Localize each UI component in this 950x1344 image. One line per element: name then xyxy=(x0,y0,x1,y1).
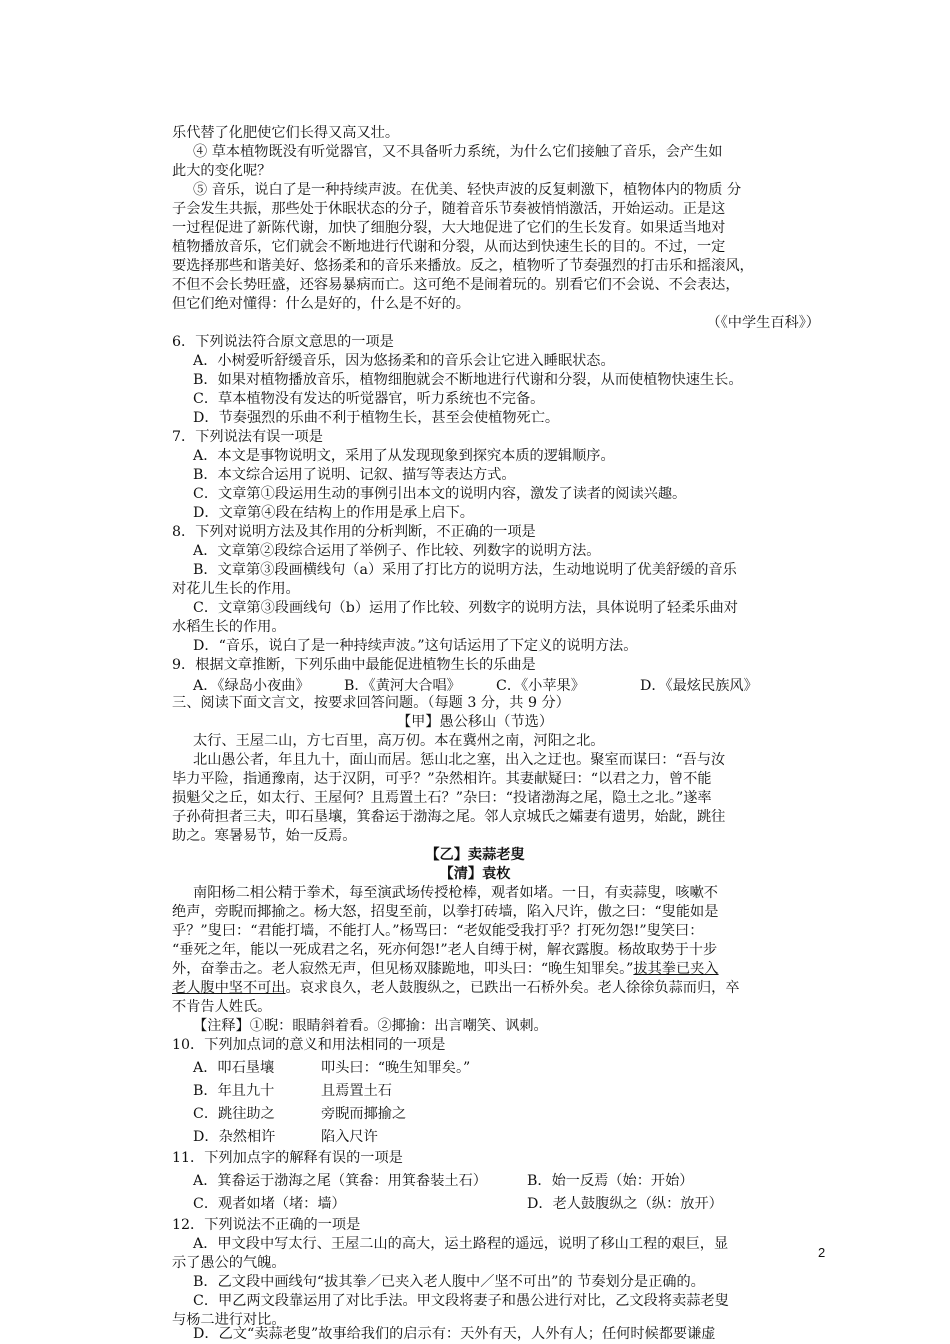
passage-yi-line xyxy=(172,979,812,997)
passage-source: （《中学生百科》） xyxy=(706,315,820,331)
question-9-option-c: C．《小苹果》 xyxy=(496,678,585,694)
passage-yi-line: 乎？”叟曰：“君能打墙，不能打人。”杨骂曰：“老奴能受我打乎？打死勿怨!”叟笑曰： xyxy=(172,923,704,939)
passage-yi-author xyxy=(0,865,950,883)
question-12-option-b: B．乙文段中画线句“拔其拳／已夹入老人腹中／坚不可出”的 节奏划分是正确的。 xyxy=(193,1274,705,1290)
passage-jia-line: 助之。寒暑易节，始一反焉。 xyxy=(172,828,357,844)
passage-jia-paragraph-2: 北山愚公者，年且九十，面山而居。惩山北之塞，出入之迂也。聚室而谋曰：“吾与汝 xyxy=(193,752,726,768)
passage-yi-title xyxy=(0,846,950,864)
passage-yi-text: 外，奋拳击之。老人寂然无声，但见杨双膝跪地，叩头曰：“晚生知罪矣。” xyxy=(172,961,634,977)
question-12-stem: 12．下列说法不正确的一项是 xyxy=(172,1217,361,1233)
passage-yi-title-text: 【乙】卖蒜老叟 xyxy=(425,847,525,863)
question-10-option-a: A．叩石垦壤 xyxy=(193,1060,275,1076)
question-10-option-d: D．杂然相许 xyxy=(193,1129,276,1145)
question-11-option-d: D．老人鼓腹纵之（纵：放开） xyxy=(527,1196,723,1212)
question-9-option-b: B．《黄河大合唱》 xyxy=(344,678,461,694)
question-12-option-c-cont: 与杨二进行对比。 xyxy=(172,1312,286,1328)
passage-yi-line: 绝声，旁睨而揶揄之。杨大怒，招叟至前，以拳打砖墙，陷入尺许，傲之曰：“叟能如是 xyxy=(172,904,719,920)
question-9-option-a: A．《绿岛小夜曲》 xyxy=(193,678,310,694)
question-7-stem: 7．下列说法有误一项是 xyxy=(172,429,323,445)
question-8-option-b-cont: 对花儿生长的作用。 xyxy=(172,581,300,597)
question-6-option-a: A．小树爱听舒缓音乐，因为悠扬柔和的音乐会让它进入睡眠状态。 xyxy=(193,353,615,369)
question-8-option-c-cont: 水稻生长的作用。 xyxy=(172,619,286,635)
question-7-option-a: A．本文是事物说明文，采用了从发现现象到探究本质的逻辑顺序。 xyxy=(193,448,615,464)
question-10-stem: 10．下列加点词的意义和用法相同的一项是 xyxy=(172,1037,446,1053)
question-10-option-a-pair: 叩头曰：“晚生知罪矣。” xyxy=(321,1060,471,1076)
question-8-option-d: D．“音乐，说白了是一种持续声波。”这句话运用了下定义的说明方法。 xyxy=(193,638,638,654)
passage-line: 一过程促进了新陈代谢，加快了细胞分裂，大大地促进了它们的生长发育。如果适当地对 xyxy=(172,220,726,236)
question-8-option-b: B．文章第③段画横线句（a）采用了打比方的说明方法，生动地说明了优美舒缓的音乐 xyxy=(193,562,737,578)
question-8-option-a: A．文章第②段综合运用了举例子、作比较、列数字的说明方法。 xyxy=(193,543,601,559)
passage-yi-notes: 【注释】①睨：眼睛斜着看。②揶揄：出言嘲笑、讽刺。 xyxy=(193,1018,548,1034)
question-10-option-b-pair: 且焉置土石 xyxy=(321,1083,392,1099)
question-11-option-a: A．箕畚运于渤海之尾（箕畚：用箕畚装土石） xyxy=(193,1173,487,1189)
question-12-option-a: A．甲文段中写太行、王屋二山的高大，运土路程的遥远，说明了移山工程的艰巨，显 xyxy=(193,1236,729,1252)
question-6-stem: 6．下列说法符合原文意思的一项是 xyxy=(172,334,394,350)
question-6-option-c: C．草本植物没有发达的听觉器官，听力系统也不完备。 xyxy=(193,391,545,407)
question-11-option-b: B．始一反焉（始：开始） xyxy=(527,1173,694,1189)
page-number: 2 xyxy=(818,1245,826,1260)
passage-jia-paragraph-1: 太行、王屋二山，方七百里，高万仞。本在冀州之南，河阳之北。 xyxy=(193,733,605,749)
passage-yi-author-text: 【清】袁枚 xyxy=(439,866,511,882)
question-8-stem: 8．下列对说明方法及其作用的分析判断，不正确的一项是 xyxy=(172,524,536,540)
passage-paragraph-5: ⑤ 音乐，说白了是一种持续声波。在优美、轻快声波的反复刺激下，植物体内的物质 分 xyxy=(193,182,742,198)
passage-line: 植物播放音乐，它们就会不断地进行代谢和分裂，从而达到快速生长的目的。不过，一定 xyxy=(172,239,726,255)
passage-line: 不但不会长势旺盛，还容易暴病而亡。这可绝不是闹着玩的。别看它们不会说、不会表达， xyxy=(172,277,740,293)
passage-jia-title: 【甲】愚公移山（节选） xyxy=(396,714,554,730)
question-11-stem: 11．下列加点字的解释有误的一项是 xyxy=(172,1150,403,1166)
passage-paragraph-4: ④ 草本植物既没有听觉器官，又不具备听力系统，为什么它们接触了音乐，会产生如 xyxy=(193,144,723,160)
passage-line: 子会发生共振，那些处于休眠状态的分子，随着音乐节奏被悄悄激活，开始运动。正是这 xyxy=(172,201,726,217)
question-10-option-c-pair: 旁睨而揶揄之 xyxy=(321,1106,407,1122)
question-6-option-d: D．节奏强烈的乐曲不利于植物生长，甚至会使植物死亡。 xyxy=(193,410,560,426)
passage-jia-line: 子孙荷担者三夫，叩石垦壤，箕畚运于渤海之尾。邻人京城氏之孀妻有遗男，始龀，跳往 xyxy=(172,809,726,825)
question-12-option-c: C．甲乙两文段靠运用了对比手法。甲文段将妻子和愚公进行对比，乙文段将卖蒜老叟 xyxy=(193,1293,729,1309)
question-10-option-c: C．跳往助之 xyxy=(193,1106,275,1122)
passage-yi-line: “垂死之年，能以一死成君之名，死亦何怨!”老人自缚于树，解衣露腹。杨故取势于十步 xyxy=(172,942,718,958)
section-3-heading: 三、阅读下面文言文，按要求回答问题。（每题 3 分，共 9 分） xyxy=(172,695,570,711)
question-10-option-b: B．年且九十 xyxy=(193,1083,275,1099)
passage-yi-line: 不肯告人姓氏。 xyxy=(172,999,272,1015)
passage-line: 但它们绝对懂得：什么是好的，什么是不好的。 xyxy=(172,296,470,312)
question-6-option-b: B．如果对植物播放音乐，植物细胞就会不断地进行代谢和分裂，从而使植物快速生长。 xyxy=(193,372,743,388)
passage-line: 此大的变化呢？ xyxy=(172,163,272,179)
question-7-option-c: C．文章第①段运用生动的事例引出本文的说明内容，激发了读者的阅读兴趣。 xyxy=(193,486,687,502)
question-11-option-c: C．观者如堵（堵：墙） xyxy=(193,1196,346,1212)
passage-yi-text: 。哀求良久，老人鼓腹纵之，已跌出一石桥外矣。老人徐徐负蒜而归，卒 xyxy=(285,980,740,996)
underlined-sentence-cont: 老人腹中坚不可出 xyxy=(172,980,286,996)
passage-line: 要选择那些和谐美好、悠扬柔和的音乐来播放。反之，植物听了节奏强烈的打击乐和摇滚风， xyxy=(172,258,754,274)
question-10-option-d-pair: 陷入尺许 xyxy=(321,1129,378,1145)
question-8-option-c: C．文章第③段画线句（b）运用了作比较、列数字的说明方法，具体说明了轻柔乐曲对 xyxy=(193,600,738,616)
question-12-option-a-cont: 示了愚公的气魄。 xyxy=(172,1255,286,1271)
passage-line: 乐代替了化肥使它们长得又高又壮。 xyxy=(172,125,400,141)
passage-yi-line: 南阳杨二相公精于拳术，每至演武场传授枪棒，观者如堵。一日，有卖蒜叟，咳嗽不 xyxy=(193,885,718,901)
passage-jia-line: 毕力平险，指通豫南，达于汉阴，可乎？”杂然相许。其妻献疑曰：“以君之力，曾不能 xyxy=(172,771,712,787)
question-12-option-d: D．乙文“卖蒜老叟”故事给我们的启示有：天外有天，人外有人；任何时候都要谦虚 xyxy=(193,1326,716,1342)
question-9-stem: 9．根据文章推断，下列乐曲中最能促进植物生长的乐曲是 xyxy=(172,657,536,673)
passage-yi-line xyxy=(172,960,812,978)
question-7-option-d: D．文章第④段在结构上的作用是承上启下。 xyxy=(193,505,474,521)
question-9-option-d: D．《最炫民族风》 xyxy=(640,678,758,694)
passage-jia-line: 损魁父之丘，如太行、王屋何？且焉置土石？”杂曰：“投诸渤海之尾，隐土之北。”遂率 xyxy=(172,790,712,806)
question-7-option-b: B．本文综合运用了说明、记叙、描写等表达方式。 xyxy=(193,467,516,483)
underlined-sentence: 拔其拳已夹入 xyxy=(633,961,719,977)
